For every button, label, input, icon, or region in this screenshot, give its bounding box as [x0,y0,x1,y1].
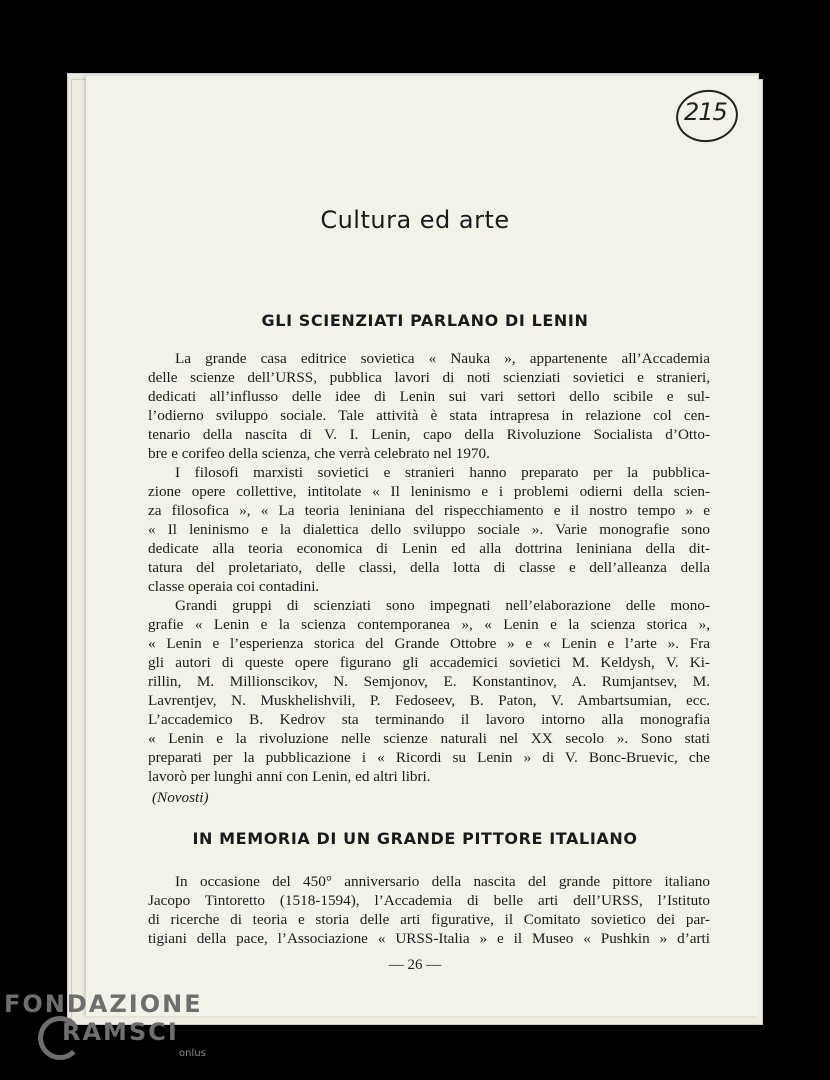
article1-line: La grande casa editrice sovietica « Nauka », appartenente all’Accademia [175,350,710,367]
article1-line: L’accademico B. Kedrov sta terminando il lavoro intorno alla monografia [148,711,710,728]
article1-source: (Novosti) [152,789,209,806]
watermark-suffix: onlus [179,1048,206,1059]
article1-line: classe operaia coi contadini. [148,578,320,595]
watermark-line2: RAMSCI [62,1018,179,1046]
article1-line: tatura del proletariato, delle classi, della lotta di classe e dell’alleanza della [148,559,710,576]
article1-line: lavorò per lunghi anni con Lenin, ed altri libri. [148,768,431,785]
page-footer-number: — 26 — [388,957,442,973]
article1-line: « Il leninismo e la dialettica dello sviluppo sociale ». Varie monografie sono [148,521,710,538]
article1-line: preparati per la pubblicazione i « Ricordi su Lenin » di V. Bonc-Bruevic, che [148,749,710,766]
watermark-line1: FONDAZIONE [4,990,203,1018]
section-title: Cultura ed arte [320,206,510,234]
article1-line: zione opere collettive, intitolate « Il leninismo e i problemi odierni della scien- [148,483,710,500]
article1-line: grafie « Lenin e la scienza contemporanea », « Lenin e la scienza storica », [148,616,710,633]
article1-heading: GLI SCIENZIATI PARLANO DI LENIN [261,311,589,330]
article1-line: dedicate alla teoria economica di Lenin ed alla dottrina leniniana della dit- [148,540,710,557]
watermark-logo [4,990,206,1059]
article1-line: « Lenin e la rivoluzione nelle scienze naturali nel XX secolo ». Sono stati [148,730,710,747]
article1-line: I filosofi marxisti sovietici e stranieri hanno preparato per la pubblica- [175,464,710,481]
handwritten-page-number: 215 [676,86,740,146]
article2-line: tigiani della pace, l’Associazione « URSS-Italia » e il Museo « Pushkin » d’arti [148,930,710,947]
article1-line: delle scienze dell’URSS, pubblica lavori di noti scienziati sovietici e stranieri, [148,369,710,386]
article1-line: gli autori di queste opere figurano gli accademici sovietici M. Keldysh, V. Ki- [148,654,710,671]
article1-line: l’odierno sviluppo sociale. Tale attività è stata intrapresa in relazione col cen- [148,407,710,424]
article1-line: « Lenin e l’esperienza storica del Grande Ottobre » e « Lenin e l’arte ». Fra [148,635,710,652]
article2-line: In occasione del 450° anniversario della nascita del grande pittore italiano [175,873,710,890]
article1-line: za filosofica », « La teoria leniniana del rispecchiamento e il nostro tempo » e [148,502,710,519]
article1-line: rillin, M. Millionscikov, N. Semjonov, E. Konstantinov, A. Rumjantsev, M. [148,673,710,690]
article1-line: Grandi gruppi di scienziati sono impegnati nell’elaborazione delle mono- [175,597,710,614]
article1-line: Lavrentjev, N. Muskhelishvili, P. Fedoseev, B. Paton, V. Ambartsumian, ecc. [148,692,710,709]
article2-line: di ricerche di teoria e storia delle arti figurative, il Comitato sovietico dei par- [148,911,710,928]
article1-line: dedicati all’influsso delle idee di Lenin sui vari settori dello scibile e sul- [148,388,710,405]
article2-line: Jacopo Tintoretto (1518-1594), l’Accademia di belle arti dell’URSS, l’Istituto [148,892,710,909]
article2-heading: IN MEMORIA DI UN GRANDE PITTORE ITALIANO [192,829,638,848]
article1-line: tenario della nascita di V. I. Lenin, capo della Rivoluzione Socialista d’Otto- [148,426,710,443]
article1-line: bre e corifeo della scienza, che verrà celebrato nel 1970. [148,445,490,462]
